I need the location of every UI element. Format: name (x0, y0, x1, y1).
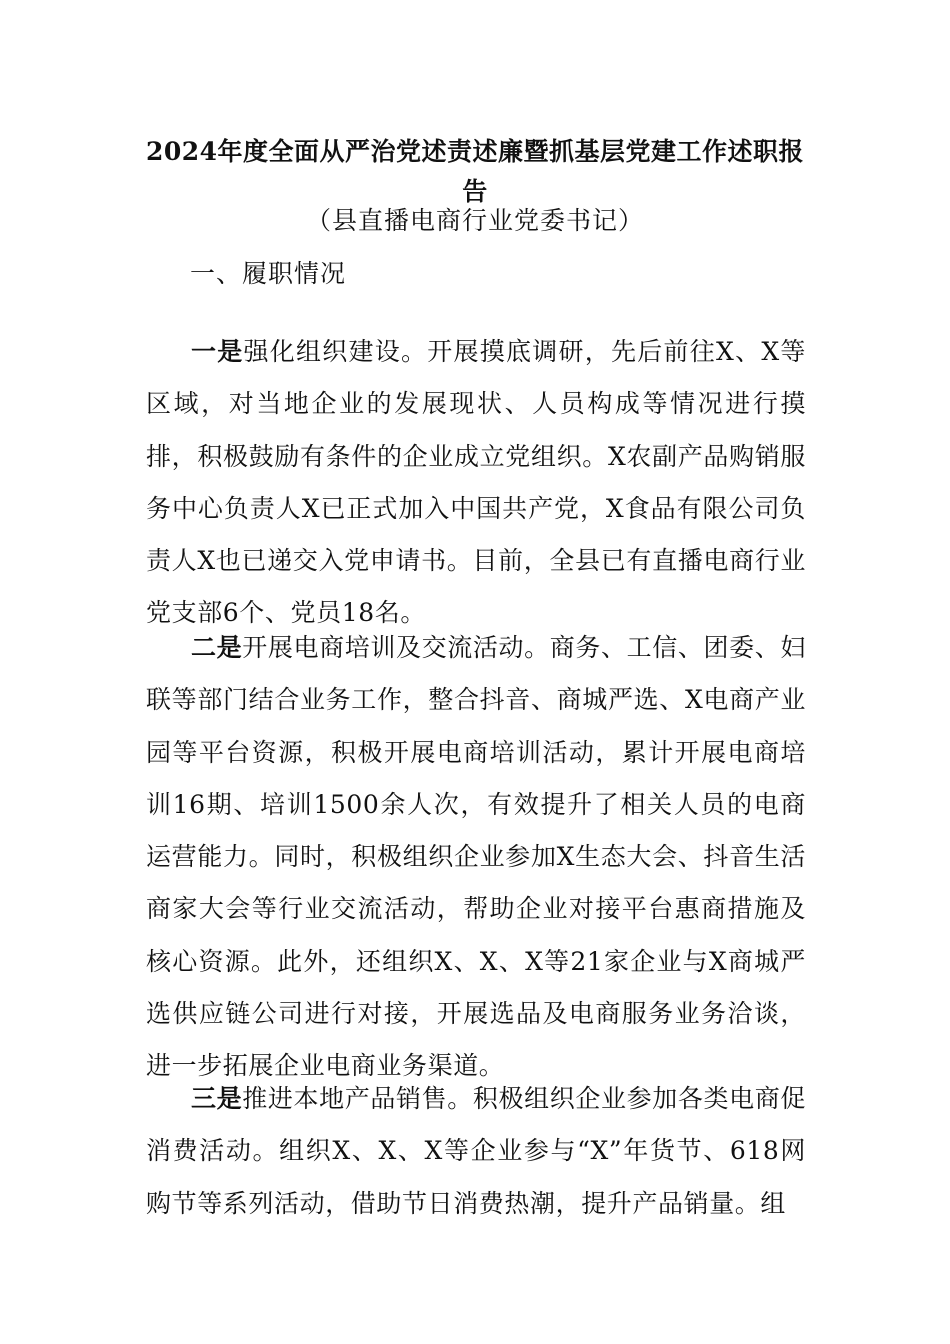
paragraph-1 (146, 326, 806, 640)
paragraph-2 (146, 622, 806, 1093)
paragraph-2-text: 开展电商培训及交流活动。商务、工信、团委、妇联等部门结合业务工作，整合抖音、商城严选、X电商产业园等平台资源，积极开展电商培训活动，累计开展电商培训16期、培训1500余人次，有效提升了相关人员的电商运营能力。同时，积极组织企业参加X生态大会、抖音生活商家大会等行业交流活动，帮助企业对接平台惠商措施及核心资源。此外，还组织X、X、X等21家企业与X商城严选供应链公司进行对接，开展选品及电商服务业务洽谈，进一步拓展企业电商业务渠道。 (146, 633, 807, 1081)
paragraph-3-lead: 三是 (191, 1084, 243, 1113)
paragraph-2-lead: 二是 (191, 633, 243, 662)
document-subtitle: （县直播电商行业党委书记） (305, 206, 644, 235)
paragraph-1-lead: 一是 (191, 337, 244, 366)
paragraph-3-text: 推进本地产品销售。积极组织企业参加各类电商促消费活动。组织X、X、X等企业参与“X”年货节、618网购节等系列活动，借助节日消费热潮，提升产品销量。组 (146, 1084, 807, 1218)
section-heading: 一、履职情况 (190, 259, 347, 288)
paragraph-1-text: 强化组织建设。开展摸底调研，先后前往X、X等区域，对当地企业的发展现状、人员构成等情况进行摸排，积极鼓励有条件的企业成立党组织。X农副产品购销服务中心负责人X已正式加入中国共产党，X食品有限公司负责人X也已递交入党申请书。目前，全县已有直播电商行业党支部6个、党员18名。 (146, 337, 806, 628)
paragraph-3 (146, 1073, 806, 1230)
document-title: 2024年度全面从严治党述责述廉暨抓基层党建工作述职报告 (145, 137, 805, 206)
